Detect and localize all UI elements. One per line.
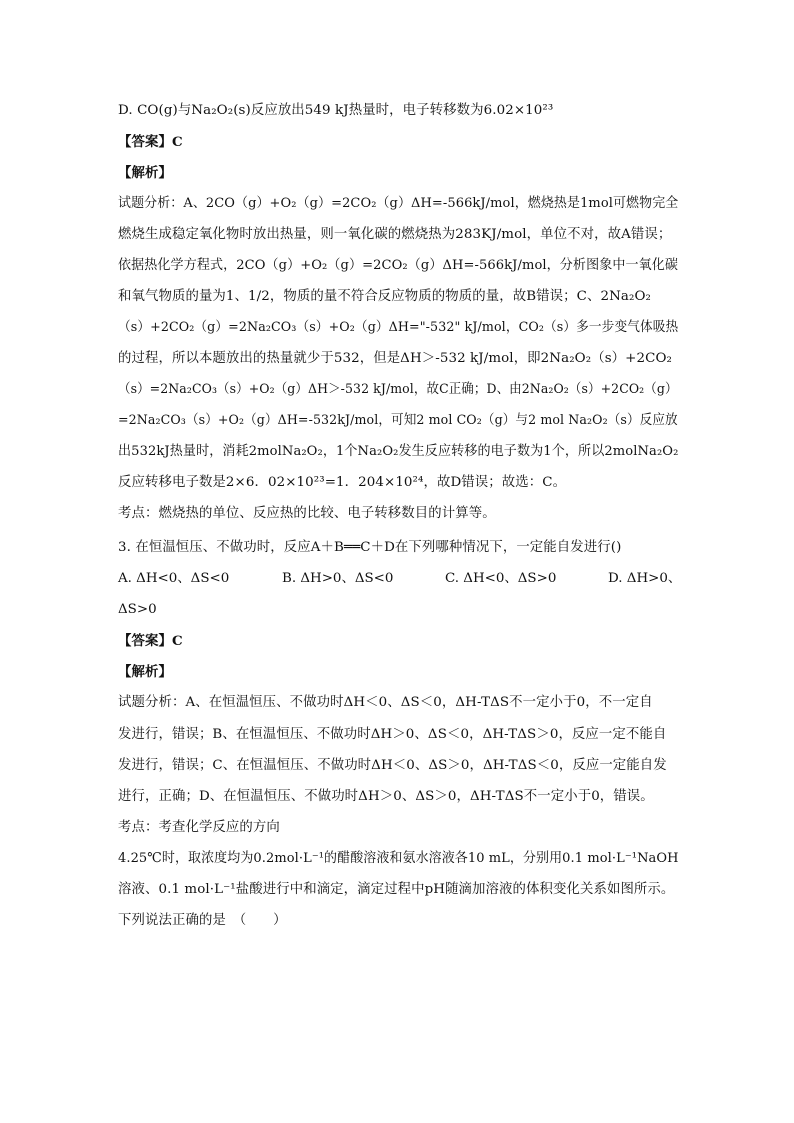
option-d-line: D. CO(g)与Na₂O₂(s)反应放出549 kJ热量时，电子转移数为6.02×10²³: [118, 103, 554, 118]
text-line: 下列说法正确的是 （ ）: [118, 913, 287, 928]
answer-label: 【答案】C: [118, 134, 183, 150]
answer-label: 【答案】C: [118, 633, 183, 649]
option-c: C. ΔH<0、ΔS>0: [445, 571, 557, 586]
text-line: 的过程，所以本题放出的热量就少于532，但是ΔH＞-532 kJ/mol，即2Na₂O₂（s）+2CO₂: [118, 351, 672, 366]
option-a: A. ΔH<0、ΔS<0: [118, 571, 230, 586]
key-point-line: 考点：燃烧热的单位、反应热的比较、电子转移数目的计算等。: [118, 506, 496, 521]
option-d: D. ΔH>0、: [608, 571, 682, 586]
option-b: B. ΔH>0、ΔS<0: [282, 571, 394, 586]
text-line: 发进行，错误；C、在恒温恒压、不做功时ΔH＜0、ΔS＞0，ΔH-TΔS＜0，反应一定能自发: [118, 758, 667, 773]
text-line: （s）=2Na₂CO₃（s）+O₂（g）ΔH＞-532 kJ/mol，故C正确；D、由2Na₂O₂（s）+2CO₂（g）: [118, 382, 678, 397]
text-line: 发进行，错误；B、在恒温恒压、不做功时ΔH＞0、ΔS＜0，ΔH-TΔS＞0，反应一定不能自: [118, 727, 667, 742]
text-line: 溶液、0.1 mol·L⁻¹盐酸进行中和滴定，滴定过程中pH随滴加溶液的体积变化关系如图所示。: [118, 882, 675, 897]
text-line: =2Na₂CO₃（s）+O₂（g）ΔH=-532kJ/mol，可知2 mol CO₂（g）与2 mol Na₂O₂（s）反应放: [118, 413, 678, 428]
text-line: 燃烧生成稳定氧化物时放出热量，则一氧化碳的燃烧热为283KJ/mol，单位不对，故A错误；: [118, 227, 672, 242]
text-line: 试题分析：A、在恒温恒压、不做功时ΔH＜0、ΔS＜0，ΔH-TΔS不一定小于0，不一定自: [118, 695, 653, 710]
question-4-stem: 4.25℃时，取浓度均为0.2mol·L⁻¹的醋酸溶液和氨水溶液各10 mL，分别用0.1 mol·L⁻¹NaOH: [118, 851, 679, 866]
text-line: 反应转移电子数是2×6．02×10²³=1．204×10²⁴，故D错误；故选：C。: [118, 475, 567, 490]
question-3-stem: 3. 在恒温恒压、不做功时，反应A＋B══C＋D在下列哪种情况下，一定能自发进行(): [118, 540, 622, 555]
text-line: 和氧气物质的量为1、1/2，物质的量不符合反应物质的物质的量，故B错误；C、2Na₂O₂: [118, 289, 651, 304]
text-line: 进行，正确；D、在恒温恒压、不做功时ΔH＞0、ΔS＞0，ΔH-TΔS不一定小于0，错误。: [118, 789, 654, 804]
text-line: （s）+2CO₂（g）=2Na₂CO₃（s）+O₂（g）ΔH="-532" kJ/mol，CO₂（s）多一步变气体吸热: [118, 320, 679, 335]
analysis-label: 【解析】: [118, 664, 172, 680]
key-point-line: 考点：考查化学反应的方向: [118, 820, 280, 835]
analysis-label: 【解析】: [118, 165, 172, 181]
text-line: 出532kJ热量时，消耗2molNa₂O₂，1个Na₂O₂发生反应转移的电子数为1个，所以2molNa₂O₂: [118, 444, 679, 459]
text-line: 依据热化学方程式，2CO（g）+O₂（g）=2CO₂（g）ΔH=-566kJ/mol，分析图象中一氧化碳: [118, 258, 679, 273]
option-d-continued: ΔS>0: [118, 602, 157, 617]
text-line: 试题分析：A、2CO（g）+O₂（g）=2CO₂（g）ΔH=-566kJ/mol，燃烧热是1mol可燃物完全: [118, 196, 679, 211]
